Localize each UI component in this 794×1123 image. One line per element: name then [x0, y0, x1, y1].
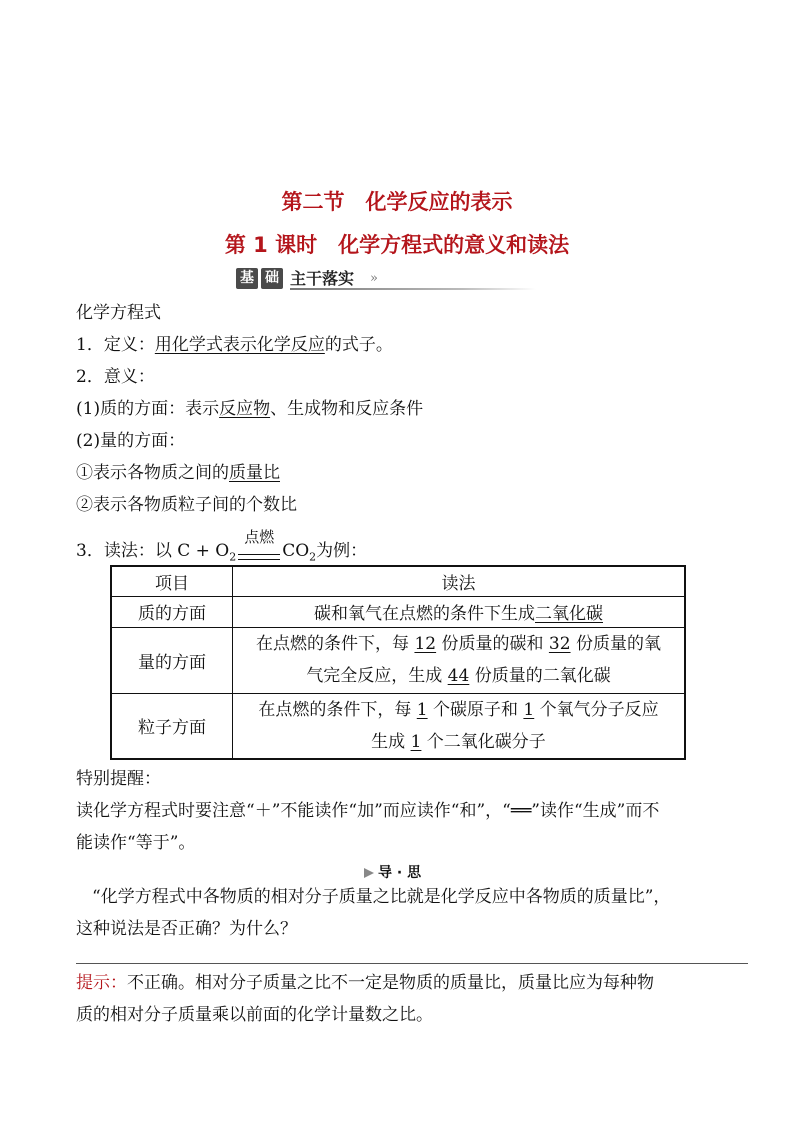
- row-label: 质的方面: [111, 596, 233, 627]
- banner-text: 主干落实: [290, 269, 355, 288]
- text: 生成: [371, 731, 411, 752]
- table-row: [111, 627, 685, 693]
- text: 个氧气分子反应: [534, 699, 659, 720]
- text: 3．读法：以 C + O: [76, 541, 230, 561]
- banner-tag: 础: [261, 268, 283, 289]
- text: 份质量的二氧化碳: [469, 666, 611, 686]
- text: 个碳原子和: [427, 699, 524, 720]
- row-cell: [233, 693, 686, 759]
- answer-fill: 用化学式表示化学反应: [154, 335, 325, 355]
- text: ①表示各物质之间的: [76, 463, 229, 483]
- topic-heading: 化学方程式: [76, 303, 161, 323]
- answer-fill: 1: [416, 699, 428, 720]
- answer-fill: 1: [523, 699, 535, 720]
- double-line-icon: [238, 554, 280, 560]
- quality-line: [76, 398, 423, 420]
- table-header-row: [111, 566, 685, 596]
- table-row: [111, 596, 685, 627]
- answer-fill: 1: [410, 731, 422, 752]
- chevron-right-icon: »: [370, 271, 378, 286]
- text: 个二氧化碳分子: [421, 731, 546, 752]
- section-banner: [236, 268, 536, 290]
- question-text: “化学方程式中各物质的相对分子质量之比就是化学反应中各物质的质量比”，: [92, 887, 671, 907]
- quantity-item-2: ②表示各物质粒子间的个数比: [76, 495, 297, 515]
- subscript: 2: [309, 550, 317, 564]
- answer-fill: 12: [414, 634, 437, 654]
- row-cell: [233, 596, 686, 627]
- guide-text: 导 · 思: [378, 865, 422, 881]
- answer-fill: 质量比: [229, 463, 280, 483]
- row-label: 粒子方面: [111, 693, 233, 759]
- divider: [76, 963, 748, 964]
- hint-text: 质的相对分子质量乘以前面的化学计量数之比。: [76, 1005, 433, 1025]
- text: 的式子。: [324, 335, 393, 355]
- answer-fill: 44: [447, 666, 470, 686]
- hint-line: [76, 972, 654, 994]
- table-header: 读法: [233, 566, 686, 596]
- text: 份质量的碳和: [436, 634, 549, 654]
- table-row: [111, 693, 685, 759]
- text: 、生成物和反应条件: [270, 399, 424, 419]
- text: (1)质的方面：表示: [76, 399, 220, 419]
- text: 在点燃的条件下，每: [258, 699, 417, 720]
- reading-table: [110, 565, 686, 760]
- label: 1．定义：: [76, 335, 155, 355]
- section-title: 第二节 化学反应的表示: [281, 190, 513, 214]
- hint-text: 不正确。相对分子质量之比不一定是物质的质量比，质量比应为每种物: [127, 973, 654, 993]
- table-header: 项目: [111, 566, 233, 596]
- banner-tag: 基: [236, 268, 258, 289]
- answer-fill: 32: [548, 634, 571, 654]
- guide-label: [364, 862, 421, 882]
- meaning-heading: 2．意义：: [76, 367, 155, 387]
- special-heading: 特别提醒：: [76, 769, 161, 789]
- hint-label: 提示：: [76, 973, 127, 993]
- quantity-heading: (2)量的方面：: [76, 431, 186, 451]
- special-note: 读化学方程式时要注意“＋”不能读作“加”而应读作“和”，“══”读作“生成”而不: [76, 801, 660, 821]
- answer-fill: 反应物: [219, 399, 271, 419]
- text: 气完全反应，生成: [306, 666, 448, 686]
- answer-fill: 二氧化碳: [535, 604, 603, 624]
- guide-icon: [364, 868, 374, 878]
- row-label: 量的方面: [111, 627, 233, 693]
- text: 为例：: [316, 541, 368, 561]
- product: CO: [282, 541, 310, 561]
- subscript: 2: [229, 550, 237, 564]
- banner-divider: [290, 288, 536, 290]
- row-cell: [233, 627, 686, 693]
- definition-line: [76, 334, 393, 356]
- text: 碳和氧气在点燃的条件下生成: [314, 604, 535, 624]
- text: 份质量的氧: [570, 634, 661, 654]
- reaction-condition: 点燃: [244, 528, 275, 547]
- quantity-item-1: [76, 462, 280, 484]
- lesson-title: 第 1 课时 化学方程式的意义和读法: [224, 233, 570, 257]
- text: 在点燃的条件下，每: [256, 634, 415, 654]
- question-text: 这种说法是否正确？为什么？: [76, 919, 297, 939]
- special-note: 能读作“等于”。: [76, 833, 196, 853]
